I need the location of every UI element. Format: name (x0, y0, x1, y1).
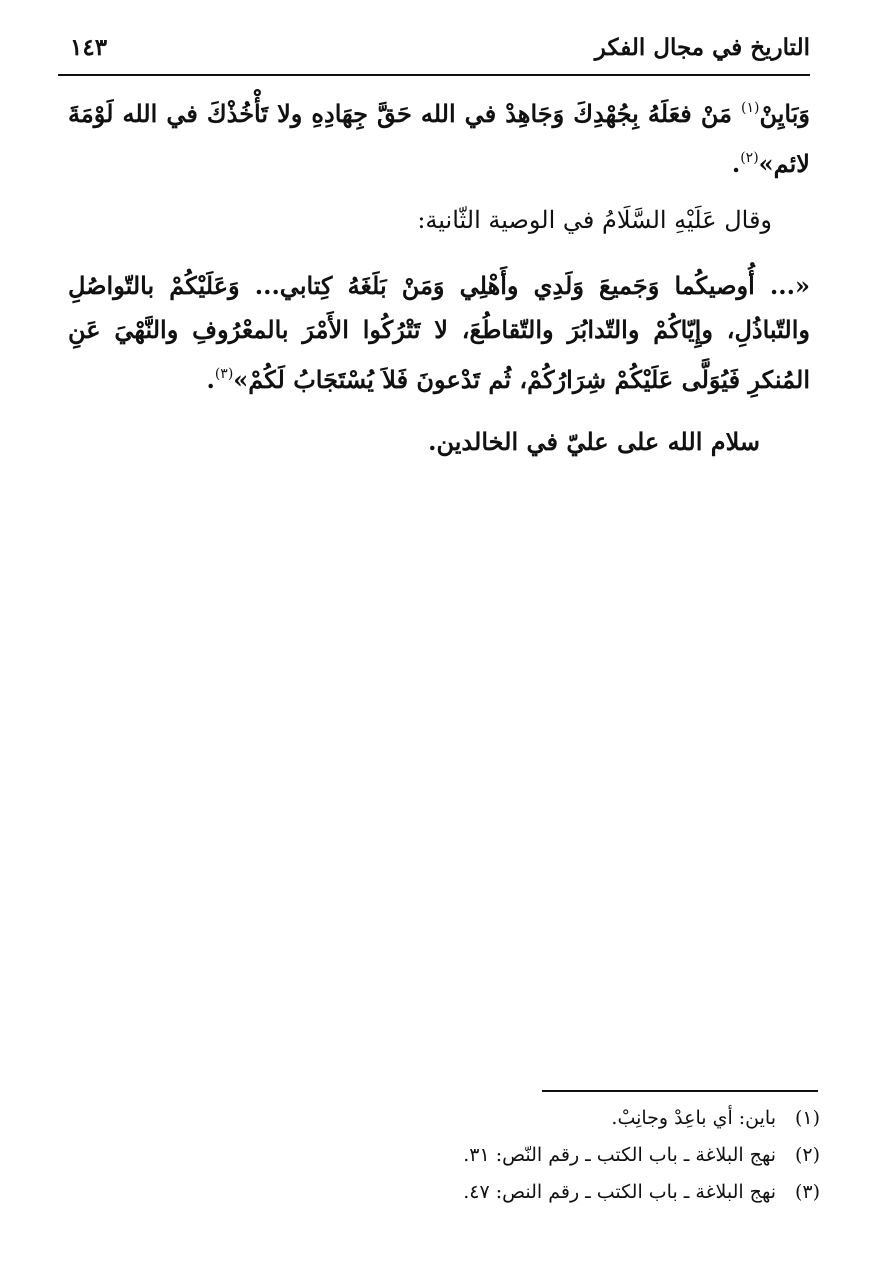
footnote-ref: (٢) (740, 150, 759, 166)
footnote-text: نهج البلاغة ـ باب الكتب ـ رقم النّص: ٣١. (463, 1144, 776, 1166)
footnote-mark: (٣) (794, 1181, 820, 1203)
footnote (340, 1174, 820, 1211)
footnote (340, 1137, 820, 1174)
paragraph-text: مَنْ فعَلَهُ بِجُهْدِكَ وَجَاهِدْ في الله حَقَّ جِهَادِهِ ولا تَأْخُذْكَ في الله لَوْمَةَ لائم» (68, 99, 810, 178)
paragraph-end: . (731, 149, 741, 178)
header-rule (58, 74, 810, 76)
paragraph-end: . (206, 365, 215, 394)
footnote-text: نهج البلاغة ـ باب الكتب ـ رقم النص: ٤٧. (463, 1181, 776, 1203)
footnote-text: باين: أي باعِدْ وجانِبْ. (611, 1107, 776, 1129)
paragraph-second-will (68, 264, 810, 402)
paragraph-intro: وقال عَلَيْهِ السَّلَامُ في الوصية الثّانية: (417, 206, 772, 234)
body-text (68, 86, 810, 464)
footnotes (340, 1100, 820, 1211)
footnote-rule (542, 1090, 818, 1092)
paragraph-closing: سلام الله على عليّ في الخالدين. (428, 427, 760, 456)
page-number: ١٤٣ (70, 34, 108, 61)
paragraph-word: وَبَايِنْ (759, 99, 810, 128)
running-title: التاريخ في مجال الفكر (594, 34, 810, 61)
footnote-mark: (٢) (794, 1144, 820, 1166)
page-header (58, 30, 810, 70)
footnote-ref: (٣) (214, 366, 234, 382)
paragraph-quote-end (68, 86, 810, 186)
footnote (340, 1100, 820, 1137)
footnote-ref: (١) (741, 100, 760, 116)
paragraph-text: «... أُوصيكُما وَجَميعَ وَلَدِي وأَهْلِي وَمَنْ بَلَغَهُ كِتابي... وَعَلَيْكُمْ بالتّواصُلِ والتّباذُلِ، وإِيّاكُمْ والتّدابُرَ والتّقاطُعَ، لا تَتْرُكُوا الأَمْرَ بالمعْرُوفِ والنَّهْيَ عَنِ المُنكرِ فَيُوَلَّى عَلَيْكُمْ شِرَارُكُمْ، ثُم تَدْعونَ فَلاَ يُسْتَجَابُ لَكُمْ» (68, 271, 810, 394)
footnote-mark: (١) (794, 1107, 820, 1129)
